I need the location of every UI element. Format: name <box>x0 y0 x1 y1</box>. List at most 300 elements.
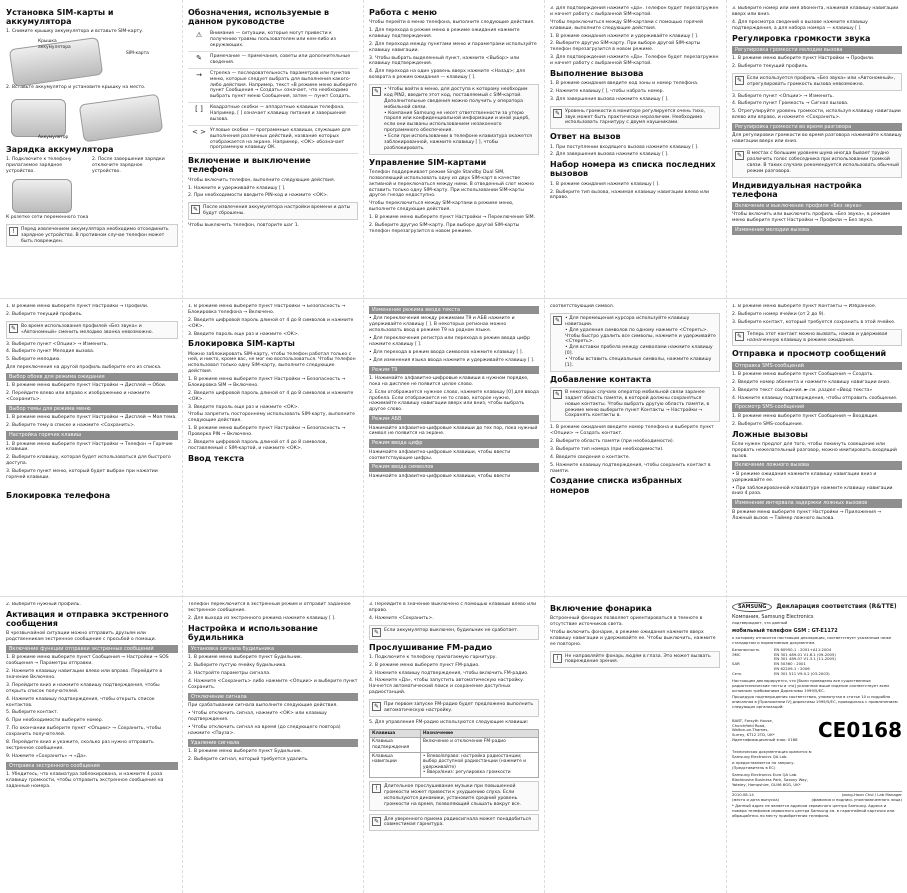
heading: Управление SIM-картами <box>369 157 487 167</box>
subheading-bar: Режим T9 <box>369 366 539 374</box>
list-item <box>188 103 358 126</box>
list-item <box>188 126 358 155</box>
heading: Ответ на вызов <box>550 132 621 142</box>
step: 4. Для просмотра сведений о вызове нажмите клавишу подтверждения, а для набора номера — клавишу [ ]. <box>732 19 868 31</box>
bullet: • Чтобы вставить специальные символы, нажмите клавишу [1]. <box>565 357 712 368</box>
heading: Отправка и просмотр сообщений <box>732 349 887 359</box>
table-cell: • Влево/вправо: настройка радиостанции; выбор доступной радиостанции (нажмите и удерживайте) • Вверх/вниз: регулировка громкости <box>420 752 538 778</box>
step: 1. В режиме меню выберите пункт Сообщения → Входящие. <box>732 413 879 419</box>
step: 2. Выберите SMS-сообщение. <box>732 421 804 427</box>
heading: Установка SIM-карты и аккумулятора <box>6 8 114 27</box>
footnote: * Данный адрес не является адресом сервисного центра Samsung. Адреса и номера телефонов сервисного центра Samsung см. в гарантийной карточке или обращайтесь по месту приобретения телефона. <box>732 803 895 819</box>
samsung-logo: SAMSUNG <box>732 602 772 612</box>
step: 1. Подключите к телефону прилагаемое зарядное устройство. <box>6 157 72 175</box>
paragraph: Техническая документация хранится в: <box>732 748 813 754</box>
step: 2. Если отображается нужное слово, нажмите клавишу [0] для ввода пробела. Если отображается не то слово, которое нужно, нажимайте клавишу навигации вверх или вниз, чтобы выбрать другое слово. <box>369 389 539 413</box>
paragraph: Нажимайте алфавитно-цифровые клавиши до тех пор, пока нужный символ не появится на экране. <box>369 425 538 437</box>
paragraph: Чтобы включить или выключить профиль «Без звука», в режиме меню выберите пункт Настройки → Профили → Без звука. <box>732 212 891 224</box>
paragraph: Процедура подтверждения соответствия, упомянутая в статье 10 и подробно описанная в [Приложении IV] директивы 1999/5/EC, проводилась с привлечением следующих организаций: <box>732 694 898 710</box>
heading: Блокировка SIM-карты <box>188 339 295 349</box>
step: 1. Нажимайте алфавитно-цифровые клавиши в нужном порядке, пока на дисплее не появится целое слово. <box>369 375 529 387</box>
step: 4. Выберите пункт Громкость → Сигнал вызова. <box>732 101 849 107</box>
step: 5. Для управления FM-радио используются следующие клавиши: <box>369 719 529 725</box>
paragraph: Нажимайте алфавитно-цифровые клавиши, чтобы ввести соответствующие цифры. <box>369 449 511 461</box>
page-divider <box>0 596 907 597</box>
step <box>732 388 902 394</box>
table-header-cell: Назначение <box>420 729 538 738</box>
bullet: • Компания Samsung не несет ответственности за утерю пароля или конфиденциальной информации и иной ущерб, если они вызваны использованием незаконного программного обеспечения. <box>384 110 530 134</box>
step: 3. Введите пароль еще раз и нажмите <ОК>. <box>188 404 300 410</box>
step: 4. Введите сведения о контакте. <box>550 454 631 460</box>
step: 3. Настройте параметры сигнала. <box>188 671 271 677</box>
date: 2010.08.14 <box>732 791 754 797</box>
subheading-bar: Изменение мелодии вызова <box>732 226 902 234</box>
column-divider <box>182 0 183 893</box>
step: 1. В режиме меню выберите пункт Настройки → Профили. <box>732 56 875 62</box>
note <box>550 313 720 372</box>
step: 1. Убедитесь, что клавиатура заблокирована, и нажмите 4 раза клавишу громкости, чтобы отправить экстренное сообщение на заданные номера. <box>6 771 164 789</box>
step: 2. После завершения зарядки отключите зарядное устройство. <box>92 157 165 175</box>
warning-icon: ! <box>553 654 562 663</box>
step: 4. Нажмите <Сохранить>. <box>369 615 434 621</box>
bullet: • Для вставки пробела между символами нажмите клавишу [0]. <box>565 345 713 357</box>
table-row <box>370 738 539 752</box>
standard-row <box>732 653 902 663</box>
note <box>369 699 539 717</box>
note-icon: ✎ <box>554 109 561 117</box>
illustration-battery <box>6 93 178 143</box>
arrow-icon: → <box>196 70 202 79</box>
note <box>732 148 902 178</box>
heading: Создание списка избранных номеров <box>550 476 682 495</box>
bullet: • Если при использовании в телефоне клавиатура окажется заблокированной, нажмите клавишу [ ], чтобы разблокировать. <box>384 134 532 151</box>
step: 3. Для подтверждения нажмите «Да». Телефон будет перезагружен и начнет работу с выбранной SIM-картой. <box>550 6 719 17</box>
charger-image <box>12 179 72 213</box>
subheading-bar: Режим ввода цифр <box>369 439 539 447</box>
section-volume <box>732 6 902 294</box>
paragraph: При срабатывании сигнала выполните следующие действия. <box>188 703 338 709</box>
note <box>732 329 902 347</box>
subheading-bar: Включение и выключение профиля «Без звука» <box>732 202 902 210</box>
note-icon: ✎ <box>192 206 199 214</box>
heading: Индивидуальная настройка телефона <box>732 180 862 199</box>
list-item <box>188 29 358 52</box>
step: 2. Выберите другую SIM-карту. При выборе другой SIM-карты телефон перезагрузится в новом режиме. <box>369 222 520 234</box>
note-icon: ✎ <box>10 324 17 332</box>
paragraph: В чрезвычайной ситуации можно отправить друзьям или родственникам экстренное сообщение с просьбой о помощи. <box>6 631 157 643</box>
note-icon: ✎ <box>373 628 380 636</box>
step: 3. Для подтверждения нажмите «Да». Телефон будет перезагружен и начнет работу с выбранной SIM-картой. <box>550 55 719 66</box>
angle-brackets-icon: < > <box>192 127 206 136</box>
paragraph: Чтобы переключиться между SIM-картами в режиме меню, выполните следующие действия. <box>369 201 514 213</box>
subheading-bar: Удаление сигнала <box>188 739 358 747</box>
battery-image <box>11 99 66 137</box>
step: 2. Выберите область памяти (при необходимости). <box>550 439 675 445</box>
step: 3. Выберите пункт меню, который будет выбран при нажатии горячей клавиши. <box>6 469 158 480</box>
step: 3. Перейдите вниз и нажмите клавишу подтверждения, чтобы открыть список получателей. <box>6 682 160 694</box>
paragraph: Для переключения на другой профиль выберите его из списка. <box>6 365 162 371</box>
step: 1. В режиме меню выберите пункт Сообщения → Настройки → SOS сообщения → Параметры отправки. <box>6 655 169 667</box>
table-cell: Клавиша подтверждения <box>370 738 421 752</box>
company: Компания, Samsung Electronics <box>732 614 814 621</box>
step: 1. В режиме меню выберите пункт Настройки → Безопасность → Проверка PIN → Включено. <box>188 426 346 438</box>
step: 2. Введите цифровой пароль длиной от 4 до 8 символов и нажмите <ОК>. <box>188 317 354 329</box>
paragraph: подтверждает, что данный <box>732 619 788 625</box>
step: 2. Выберите тип вызова, нажимая клавишу навигации влево или вправо. <box>550 189 710 201</box>
paragraph: Чтобы перейти в меню телефона, выполните следующие действия. <box>369 20 535 26</box>
step: 2. Введите цифровой пароль длиной от 4 до 8 символов и нажмите <ОК>. <box>188 390 354 402</box>
subheading-bar: Отправка SMS-сообщений <box>732 362 902 370</box>
heading: Включение и выключение телефона <box>188 156 311 175</box>
note-icon: ✎ <box>736 332 743 340</box>
section-text-input <box>369 304 539 592</box>
subheading-bar: Регулировка громкости во время разговора <box>732 123 902 131</box>
subheading-bar: Изменение режима ввода текста <box>369 306 539 314</box>
bullet: • Чтобы отключить сигнал, нажмите <ОК> или клавишу подтверждения. <box>188 711 327 722</box>
heading: Активация и отправка экстренного сообщения <box>6 609 169 629</box>
note-text: Для уверенного приема радиосигнала может понадобиться совместимая гарнитура. <box>384 816 531 828</box>
step: 1. В режиме меню выберите пункт Настройки → Переключение SIM. <box>369 215 536 220</box>
text: Внимание — ситуации, которые могут привести к получению травмы пользователем или кем-либо из окружающих. <box>210 31 336 49</box>
cross-reference: ► см. раздел «Ввод текста» <box>804 387 873 393</box>
step: 2. Выберите нужный профиль. <box>6 602 81 607</box>
list-item <box>188 69 358 103</box>
subheading-bar: Просмотр SMS-сообщений <box>732 403 902 411</box>
product: мобильный телефон GSM : GT-E1172 <box>732 627 838 634</box>
heading: Ложные вызовы <box>732 429 808 439</box>
heading: Выполнение вызова <box>550 68 644 78</box>
section-contacts <box>550 304 720 592</box>
step: 2. Выберите текущий профиль. <box>732 63 809 69</box>
step: 1. В режиме меню выберите пункт Контакты → Избранное. <box>732 304 877 309</box>
note-icon: ✎ <box>554 390 561 398</box>
step: 4. Выберите пункт Мелодия вызова. <box>6 349 95 355</box>
section-messages <box>732 304 902 592</box>
section-menu <box>369 6 539 294</box>
note <box>369 781 539 811</box>
address: Samsung Electronics Euro QA Lab. Blackbushe Business Park, Saxony Way, Yateley, Hampshire, GU46 6GG, UK* <box>732 772 808 787</box>
paragraph: В режиме меню выберите пункт Настройки → Приложения → Ложный вызов → Таймер ложного вызова. <box>732 509 882 521</box>
step: 3. Выберите пункт <Опции> → Изменить. <box>6 341 108 347</box>
step: 3. Выберите номер или имя абонента, нажимая клавишу навигации вверх или вниз. <box>732 6 899 17</box>
page-divider <box>0 298 907 299</box>
step: 1. Нажмите и удерживайте клавишу [ ]. <box>188 185 286 191</box>
section-calls <box>550 6 720 294</box>
step: 4. Для перехода на один уровень вверх нажмите <Назад>; для возврата в режим ожидания — клавишу [ ]. <box>369 69 525 81</box>
step: 2. Введите цифровой пароль длиной от 4 до 8 символов, поставляемый с SIM-картой, и нажмите <ОК>. <box>188 439 327 451</box>
note <box>188 202 358 220</box>
step: 2. Для выхода из экстренного режима нажмите клавишу [ ]. <box>188 615 336 621</box>
illustration-sim <box>6 37 178 85</box>
signature-name: Joong-Hoon Choi / Lab Manager <box>842 791 902 797</box>
section-ringtone <box>6 304 178 592</box>
step: 1. В режиме меню выберите пункт Настройки → Дисплей → Обои. <box>6 383 167 389</box>
step: 2. Выберите пустую ячейку будильника. <box>188 663 287 669</box>
subheading-bar: Установка сигнала будильника <box>188 645 358 653</box>
section-alarm <box>188 602 358 890</box>
step: 3. Введите пароль еще раз и нажмите <ОК>. <box>188 331 300 337</box>
note <box>732 73 902 91</box>
step: 1. В режиме меню выберите пункт Настройки → Профили. <box>6 304 149 309</box>
paragraph: Телефон поддерживает режим Single Standby Dual SIM, позволяющий использовать одну из двух SIM-карт в качестве активной и переключаться между ними. В отведенный слот можно вставить только одну SIM-карту. При использовании SIM-карты другое гнездо недоступно. <box>369 169 534 199</box>
step: 2. Введите номер абонента и нажмите клавишу навигации вниз. <box>732 379 891 385</box>
step: 2. Выберите тему в списке и нажмите <Сохранить>. <box>6 423 136 429</box>
paragraph: Можно заблокировать SIM-карту, чтобы телефон работал только с ней, и никто, кроме вас, не мог ею воспользоваться. Чтобы телефон использовал только одну SIM-карту, выполните следующие действия. <box>188 351 356 375</box>
paragraph: Нажимайте алфавитно-цифровые клавиши, чтобы ввести <box>369 473 511 479</box>
heading: Блокировка телефона <box>6 490 111 500</box>
paragraph: Телефон переключится в экстренный режим и отправит заданное экстренное сообщение. <box>188 602 351 613</box>
step: 1. Для перехода в режим меню в режиме ожидания нажмите клавишу подтверждения. <box>369 28 520 39</box>
step: 3. Чтобы выбрать выделенный пункт, нажмите <Выбор> или клавишу подтверждения. <box>369 55 520 67</box>
paragraph: Встроенный фонарик позволяет ориентироваться в темноте в отсутствие источников света. <box>550 616 703 628</box>
step: 1. В режиме меню выберите пункт Сообщения → Создать. <box>732 371 874 377</box>
step: 2. Выберите номер ячейки (от 2 до 9). <box>732 311 825 317</box>
note <box>550 106 720 130</box>
bullet: • Для удаления символов по одному нажмите <Стереть>. Чтобы быстро удалить все символы, нажмите и удерживайте <Стереть>. <box>565 327 716 345</box>
note-text: Перед извлечением аккумулятора необходимо отсоединить зарядное устройство. В противном случае телефон может быть поврежден. <box>21 226 169 244</box>
note <box>550 651 720 669</box>
subheading-bar: Включение функции отправки экстренных сообщений <box>6 645 178 653</box>
note-icon: ✎ <box>736 152 743 160</box>
column-divider <box>363 0 364 893</box>
step: 2. Выберите клавишу, которая будет использоваться для быстрого доступа. <box>6 455 171 467</box>
standard-value: EN 301 511 V9.0.2 (03-2003) <box>774 671 830 677</box>
section-fm-radio <box>369 602 539 890</box>
label: К розетке сети переменного тока <box>6 214 89 220</box>
step: 2. Вставьте аккумулятор и установите крышку на место. <box>6 85 146 91</box>
subheading-bar: Отправка экстренного сообщения <box>6 762 178 770</box>
bullet: • В режиме ожидания нажмите клавишу навигации вниз и удерживайте ее. <box>732 471 877 483</box>
standard-row <box>732 672 902 677</box>
step: 4. Нажмите клавишу подтверждения, чтобы отправить сообщение. <box>732 395 898 401</box>
heading: Зарядка аккумулятора <box>6 145 114 155</box>
bullet: • При заблокированной клавиатуре нажмите клавишу навигации вниз 4 раза. <box>732 485 893 497</box>
note <box>6 321 178 339</box>
heading: Настройка и использование будильника <box>188 623 318 642</box>
paragraph: соответствующий символ. <box>550 304 615 309</box>
note-icon: ✎ <box>736 76 743 84</box>
step: 3. Перейдите в значение Выключено с помощью клавиши влево или вправо. <box>369 602 537 613</box>
subheading-bar: Включение ложного вызова <box>732 461 902 469</box>
step: 3. Выберите контакт, который требуется сохранить в этой ячейке. <box>732 319 896 325</box>
subheading-bar: Настройка горячих клавиш <box>6 431 178 439</box>
step: 2. В режиме меню выберите пункт FM-радио. <box>369 662 480 668</box>
keys-table <box>369 729 539 778</box>
table-header-cell: Клавиша <box>370 729 421 738</box>
heading: Регулировка громкости звука <box>732 33 871 43</box>
step: 2. При необходимости введите PIN-код и нажмите <ОК>. <box>188 193 329 199</box>
step: 2. Для завершения вызова нажмите клавишу [ ]. <box>550 152 669 158</box>
note-text: Если используется профиль «Без звука» или «Автономный», отрегулировать громкость вызова невозможно. <box>747 75 896 87</box>
step: 5. Выберите контакт. <box>6 710 59 716</box>
paragraph: Чтобы включить телефон, выполните следующие действия. <box>188 177 336 183</box>
paragraph: Настоящим декларируется, что [были проведены все существенные радиотехнические тесты и что] указанное выше изделие соответствует всем основным требованиям Директивы 1999/5/EC. <box>732 677 890 693</box>
step: 2. Нажмите клавишу [ ], чтобы набрать номер. <box>550 88 665 94</box>
paragraph: Чтобы запретить постороннему использовать SIM-карту, выполните следующие действия. <box>188 412 355 424</box>
step: 1. В режиме меню выберите пункт Настройки → Безопасность → Блокировка SIM → Включено. <box>188 377 346 388</box>
column-divider <box>544 0 545 893</box>
standard-label: ЭМС <box>732 651 741 657</box>
step: 4. Нажмите клавишу подтверждения, чтобы открыть список контактов. <box>6 696 155 708</box>
subheading-bar: Отключение сигнала <box>188 693 358 701</box>
note <box>550 387 720 422</box>
bullet: • Для перемещения курсора используйте клавишу навигации. <box>565 315 690 327</box>
standard-label: Сеть <box>732 671 742 677</box>
text: Примечание — примечания, советы или дополнительные сведения. <box>210 54 351 65</box>
standard-value: EN 301 489-01 V1.6.1 (09-2005) EN 301 489-07 V1.3.1 (11-2005) <box>774 651 836 662</box>
label: Аккумулятор <box>38 135 69 141</box>
step: 3. Выберите пункт <Опции> → Изменить. <box>732 93 834 99</box>
step: 2. Нажмите клавишу навигации влево или вправо. Перейдите в значение Включено. <box>6 669 163 681</box>
bullet: • Для перехода в режим ввода символов нажмите клавишу [ ]. <box>369 349 523 355</box>
note-text: После извлечения аккумулятора настройки времени и даты будут сброшены. <box>203 205 351 217</box>
step: 4. Нажмите <Сохранить> либо нажмите <Опции> и выберите пункт Сохранить. <box>188 679 358 690</box>
step: 5. Нажмите клавишу подтверждения, чтобы сохранить контакт в памяти. <box>550 462 711 474</box>
note-text: Теперь этот контакт можно вызвать, нажав и удерживая назначенную клавишу в режиме ожидания. <box>747 331 888 343</box>
section-flashlight <box>550 602 720 890</box>
text: Угловые скобки — программные клавиши, служащие для выполнения различных действий, название которых отображается на экране. Например, <ОК> обозначает программную клавишу ОК. <box>210 127 351 151</box>
step: 5. Выберите мелодию. <box>6 357 61 363</box>
paragraph: к которому относится настоящая декларация, соответствует указанным ниже стандартам и нормативным документам. <box>732 635 892 645</box>
paragraph: и предоставляется по запросу. (Представитель в ЕС) <box>732 760 795 771</box>
bullet: • Для переключения между режимами T9 и АБВ нажмите и удерживайте клавишу [ ]. В некоторых регионах можно использовать ввод в режиме Т9 на родном языке. <box>369 316 515 334</box>
bullet: • Для переключения регистра или перехода в режим ввода цифр нажмите клавишу [ ]. <box>369 336 530 347</box>
heading: Прослушивание FM-радио <box>369 642 493 652</box>
note-text: Длительное прослушивание музыки при повышенной громкости может привести к ухудшению слуха. Если используются динамики, установите средний уровень громкости на время, позволяющий слышать вокруг все. <box>384 784 522 807</box>
note-icon: ✎ <box>196 54 202 62</box>
paragraph: Чтобы включить фонарик, в режиме ожидания нажмите вверх клавишу навигации и удерживайте ее. Чтобы выключить, нажмите ее повторно. <box>550 629 716 647</box>
heading: Добавление контакта <box>550 374 652 384</box>
table-row <box>370 752 539 778</box>
subheading-bar: Изменение интервала задержки ложных вызовов <box>732 499 902 507</box>
note-icon: ✎ <box>554 316 561 324</box>
subheading-bar: Регулировка громкости мелодии вызова <box>732 46 902 54</box>
subheading-bar: Выбор темы для режима меню <box>6 405 178 413</box>
step: 1. При поступлении входящего вызова нажмите клавишу [ ]. <box>550 144 699 150</box>
subheading-bar: Режим АБВ <box>369 415 539 423</box>
step: 6. При необходимости выберите номер. <box>6 718 104 724</box>
section-lock <box>188 304 358 592</box>
subheading-bar: Режим ввода символов <box>369 463 539 471</box>
step: 2. Выберите другую SIM-карту. При выборе другой SIM-карты телефон перезагрузится в новом режиме. <box>550 41 701 53</box>
note-icon: ✎ <box>373 88 380 96</box>
step: 4. Нажмите «Да», чтобы запустить автоматическую настройку. Начнется автоматический поиск и сохранение доступных радиостанций. <box>369 678 525 696</box>
heading: Обозначения, используемые в данном руководстве <box>188 8 330 27</box>
step: 1. В режиме меню выберите пункт Настройки → Телефон → Горячие клавиши. <box>6 441 173 453</box>
table-header <box>370 729 539 738</box>
note-icon: ✎ <box>373 703 380 711</box>
section-conventions <box>188 6 358 294</box>
step: 2. Выберите сигнал, который требуется удалить. <box>188 756 309 762</box>
standard-label: SAR <box>732 661 740 667</box>
heading: Декларация соответствия (R&TTE) <box>776 603 897 611</box>
step: 3. Для завершения вызова нажмите клавишу [ ]. <box>550 96 669 102</box>
text: Квадратные скобки — аппаратные клавиши телефона. Например, [ ] означает клавишу питания и завершения вызова. <box>210 105 346 122</box>
heading: Работа с меню <box>369 8 437 17</box>
notified-body: BABT, Forsyth House, Churchfield Road, Walton-on-Thames, Surrey, KT12 2TD, UK* Идентификационный знак: 0168 <box>732 717 798 743</box>
step: 1. Подключите к телефону прилагаемую гарнитуру. <box>369 654 497 660</box>
note <box>369 625 539 640</box>
subheading-bar: Выбор обоев для режима ожидания <box>6 373 178 381</box>
phone-back-image <box>79 94 164 143</box>
table-cell: Клавиша навигации <box>370 752 421 778</box>
step: 2. Перейдите влево или вправо к изображению и нажмите <Сохранить>. <box>6 391 150 403</box>
paragraph: Samsung Electronics QA Lab. <box>732 753 788 759</box>
caption: (фамилия и подпись уполномоченного лица) <box>811 796 902 802</box>
step: 1. В режиме меню выберите пункт Будильник. <box>188 748 303 754</box>
warning-icon: ! <box>9 227 18 236</box>
step: 8. Перейдите вниз и укажите, сколько раз нужно отправить экстренное сообщение. <box>6 739 154 751</box>
note-text: При первом запуске FM-радио будет предложено выполнить автоматическую настройку. <box>384 702 534 713</box>
heading: Включение фонарика <box>550 604 652 613</box>
paragraph: Чтобы выключить телефон, повторите шаг 1. <box>188 223 300 228</box>
heading: Набор номера из списка последних вызовов <box>550 160 716 179</box>
standard-label: Безопасность <box>732 646 760 652</box>
step-text: 3. Введите текст сообщения. <box>732 387 803 393</box>
brackets-icon: [ ] <box>195 105 203 114</box>
note <box>369 84 539 155</box>
list-item <box>188 52 358 69</box>
step: 1. В режиме меню выберите пункт Настройки → Безопасность → Блокировка телефона → Включено. <box>188 304 346 315</box>
note <box>6 224 178 248</box>
note-text: В местах с большим уровнем шума иногда бывает трудно различить голос собеседника при использовании громкой связи. В таких случаях рекомендуется использовать обычный режим разговора. <box>747 151 899 174</box>
step: 1. В режиме ожидания нажмите клавишу [ ]. <box>550 181 660 187</box>
note-text: Во время использования профилей «Без звука» и «Автономный» сменить мелодию звонка невозможно. <box>21 323 153 335</box>
paragraph: Чтобы переключиться между SIM-картами с помощью горячей клавиши, выполните следующие действия. <box>550 19 703 31</box>
warning-icon: ⚠ <box>195 31 203 40</box>
label: SIM-карта <box>126 51 149 57</box>
step: 9. Нажмите «Сохранить» → «Да». <box>6 753 88 759</box>
step: 5. Отрегулируйте уровень громкости, используя клавишу навигации влево или вправо, и нажмите <Сохранить>. <box>732 109 901 121</box>
step: 1. В режиме ожидания введите номер телефона и выберите пункт <Опции> → Создать контакт. <box>550 425 714 437</box>
bullet: • Чтобы войти в меню, для доступа к которому необходим код PIN2, введите этот код, поставляемый с SIM-картой. Дополнительные сведения можно получить у оператора мобильной связи. <box>384 87 528 110</box>
note-text: В некоторых случаях оператор мобильной связи заранее задает область памяти, в которой должны сохраняться новые контакты. Чтобы выбрать другую область памяти, в режиме меню выберите пункт Контакты → Настройки → Сохранять контакты в. <box>565 389 710 419</box>
paragraph: Для регулировки громкости во время разговора нажимайте клавишу навигации вверх или вниз. <box>732 133 902 145</box>
step: 3. Нажмите клавишу подтверждения, чтобы включить FM-радио. <box>369 670 529 676</box>
step: 1. В режиме ожидания нажмите и удерживайте клавишу [ ]. <box>550 33 699 39</box>
label: Крышка аккумулятора <box>38 39 71 50</box>
note-text: Не направляйте фонарь людям в глаза. Это может вызвать повреждение зрения. <box>565 653 711 665</box>
warning-icon: ! <box>372 784 381 793</box>
bullet: • Чтобы отключить сигнал на время (до следующего повтора) нажмите <Пауза>. <box>188 724 341 736</box>
step: 1. Снимите крышку аккумулятора и вставьте SIM-карту. <box>6 29 144 35</box>
paragraph: Если нужен предлог для того, чтобы покинуть совещание или прервать нежелательный разговор, можно имитировать входящий вызов. <box>732 441 897 459</box>
step: 1. В режиме меню выберите пункт Настройки → Дисплей → Моя тема. <box>6 415 177 421</box>
step: 2. Выберите текущий профиль. <box>6 311 83 317</box>
step: 3. Выберите тип номера (при необходимости). <box>550 446 664 452</box>
standard-value: EN 50360 : 2001 EN 62209-1 : 2006 <box>774 661 810 672</box>
note-icon: ✎ <box>373 817 380 825</box>
step: 1. В режиме ожидания введите код зоны и номер телефона. <box>550 81 699 87</box>
section-sim-battery <box>6 6 178 294</box>
section-declaration <box>732 602 902 890</box>
ce-mark: CE0168 <box>817 718 902 743</box>
column-divider <box>726 0 727 893</box>
step: 7. По окончании выберите пункт <Опции> → Сохранить, чтобы сохранить получателей. <box>6 726 162 738</box>
note-text: Если аккумулятор выключен, будильник не сработает. <box>384 627 519 633</box>
bullet: • Для изменения языка ввода нажмите и удерживайте клавишу [ ]. <box>369 357 535 363</box>
step: 1. В режиме меню выберите пункт Будильник. <box>188 655 303 661</box>
heading: Ввод текста <box>188 453 245 463</box>
step: 2. Для перехода между пунктами меню и параметрами используйте клавишу навигации. <box>369 41 537 53</box>
caption: (место и дата выпуска) <box>732 796 780 802</box>
text: Стрелка — последовательность параметров или пунктов меню, которые следует выбрать для выполнения какого-либо действия. Например, текст «В режиме меню выберите пункт Сообщения → Создать» означает, что необходимо выбрать пункт меню Сообщения, затем — пункт Создать. <box>210 70 357 100</box>
table-cell: Включение и отключение FM-радио <box>420 738 538 752</box>
section-sos <box>6 602 178 890</box>
standard-value: EN 60950-1 : 2001+A11:2004 <box>774 646 832 652</box>
note-text: Уровень громкости в мониторе регулируется очень тихо, звук может быть практически неразличим. Необходимо использовать гарнитуру с двумя наушниками. <box>565 108 706 126</box>
note <box>369 814 539 832</box>
